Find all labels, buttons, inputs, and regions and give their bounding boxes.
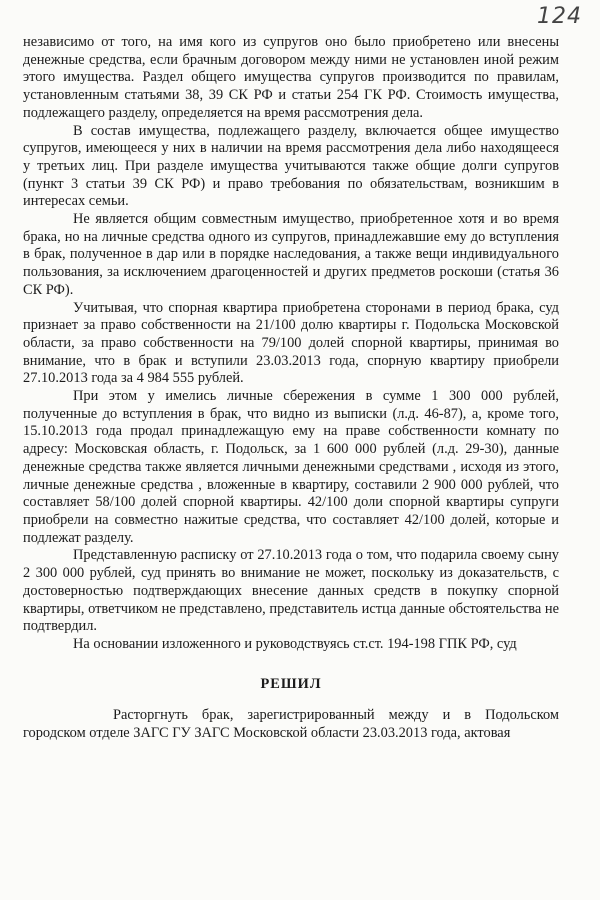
paragraph-apartment-shares: Учитывая, что спорная квартира приобретена сторонами в период брака, суд признает за право собственности на 21/100 долю квартиры г. Подольска Московской области, за право собственности на 79/100 долей спорной квартиры, принимая во внимание, что в брак и вступили 23.03.2013 года, спорную квартиру приобрели 27.10.2013 года за 4 984 555 рублей.	[23, 299, 559, 387]
paragraph-receipt: Представленную расписку от 27.10.2013 года о том, что подарила своему сыну 2 300 000 рублей, суд принять во внимание не может, поскольку из доказательств, с достоверностью подтверждающих внесение данных средств в покупку спорной квартиры, ответчиком не представлено, представитель истца данные обстоятельства не подтвердил.	[23, 547, 559, 635]
document-body	[23, 34, 559, 743]
paragraph-property-regime: независимо от того, на имя кого из супругов оно было приобретено или внесены денежные средства, если брачным договором между ними не установлен иной режим этого имущества. Раздел общего имущества супругов производится по правилам, установленным статьями 38, 39 СК РФ и статьи 254 ГК РФ. Стоимость имущества, подлежащего разделу, определяется на время рассмотрения дела.	[23, 34, 559, 121]
paragraph-separate-property: Не является общим совместным имущество, приобретенное хотя и во время брака, но на личные средства одного из супругов, принадлежавшие ему до вступления в брак, полученное в дар или в порядке наследования, а также вещи индивидуального пользования, за исключением драгоценностей и других предметов роскоши (статья 36 СК РФ).	[23, 211, 559, 298]
paragraph-grounds: На основании изложенного и руководствуясь ст.ст. 194-198 ГПК РФ, суд	[73, 635, 517, 652]
paragraph-decision: Расторгнуть брак, зарегистрированный между и в Подольском городском отделе ЗАГС ГУ ЗАГС Московской области 23.03.2013 года, актовая	[23, 707, 559, 742]
paragraph-personal-savings: При этом у имелись личные сбережения в сумме 1 300 000 рублей, полученные до вступления в брак, что видно из выписки (л.д. 46-87), а, кроме того, 15.10.2013 года продал принадлежащую ему на праве собственности комнату по адресу: Московская область, г. Подольск, за 1 600 000 рублей (л.д. 29-30), данные денежные средства также является личными денежными средствами , исходя из этого, личные денежные средства , вложенные в квартиру, составили 2 900 000 рублей, что составляет 58/100 долей спорной квартиры. 42/100 доли спорной квартиры супруги приобрели на совместно нажитые средства, что составляет 42/100 долей, которые и подлежат разделу.	[23, 388, 559, 546]
decision-heading: РЕШИЛ	[260, 675, 322, 692]
paragraph-property-composition: В состав имущества, подлежащего разделу, включается общее имущество супругов, имеющееся у них в наличии на время рассмотрения дела либо находящееся у третьих лиц. При разделе имущества учитываются также общие долги супругов (пункт 3 статьи 39 СК РФ) и право требования по обязательствам, возникшим в интересах семьи.	[23, 122, 559, 210]
page-number: 124	[537, 4, 582, 29]
